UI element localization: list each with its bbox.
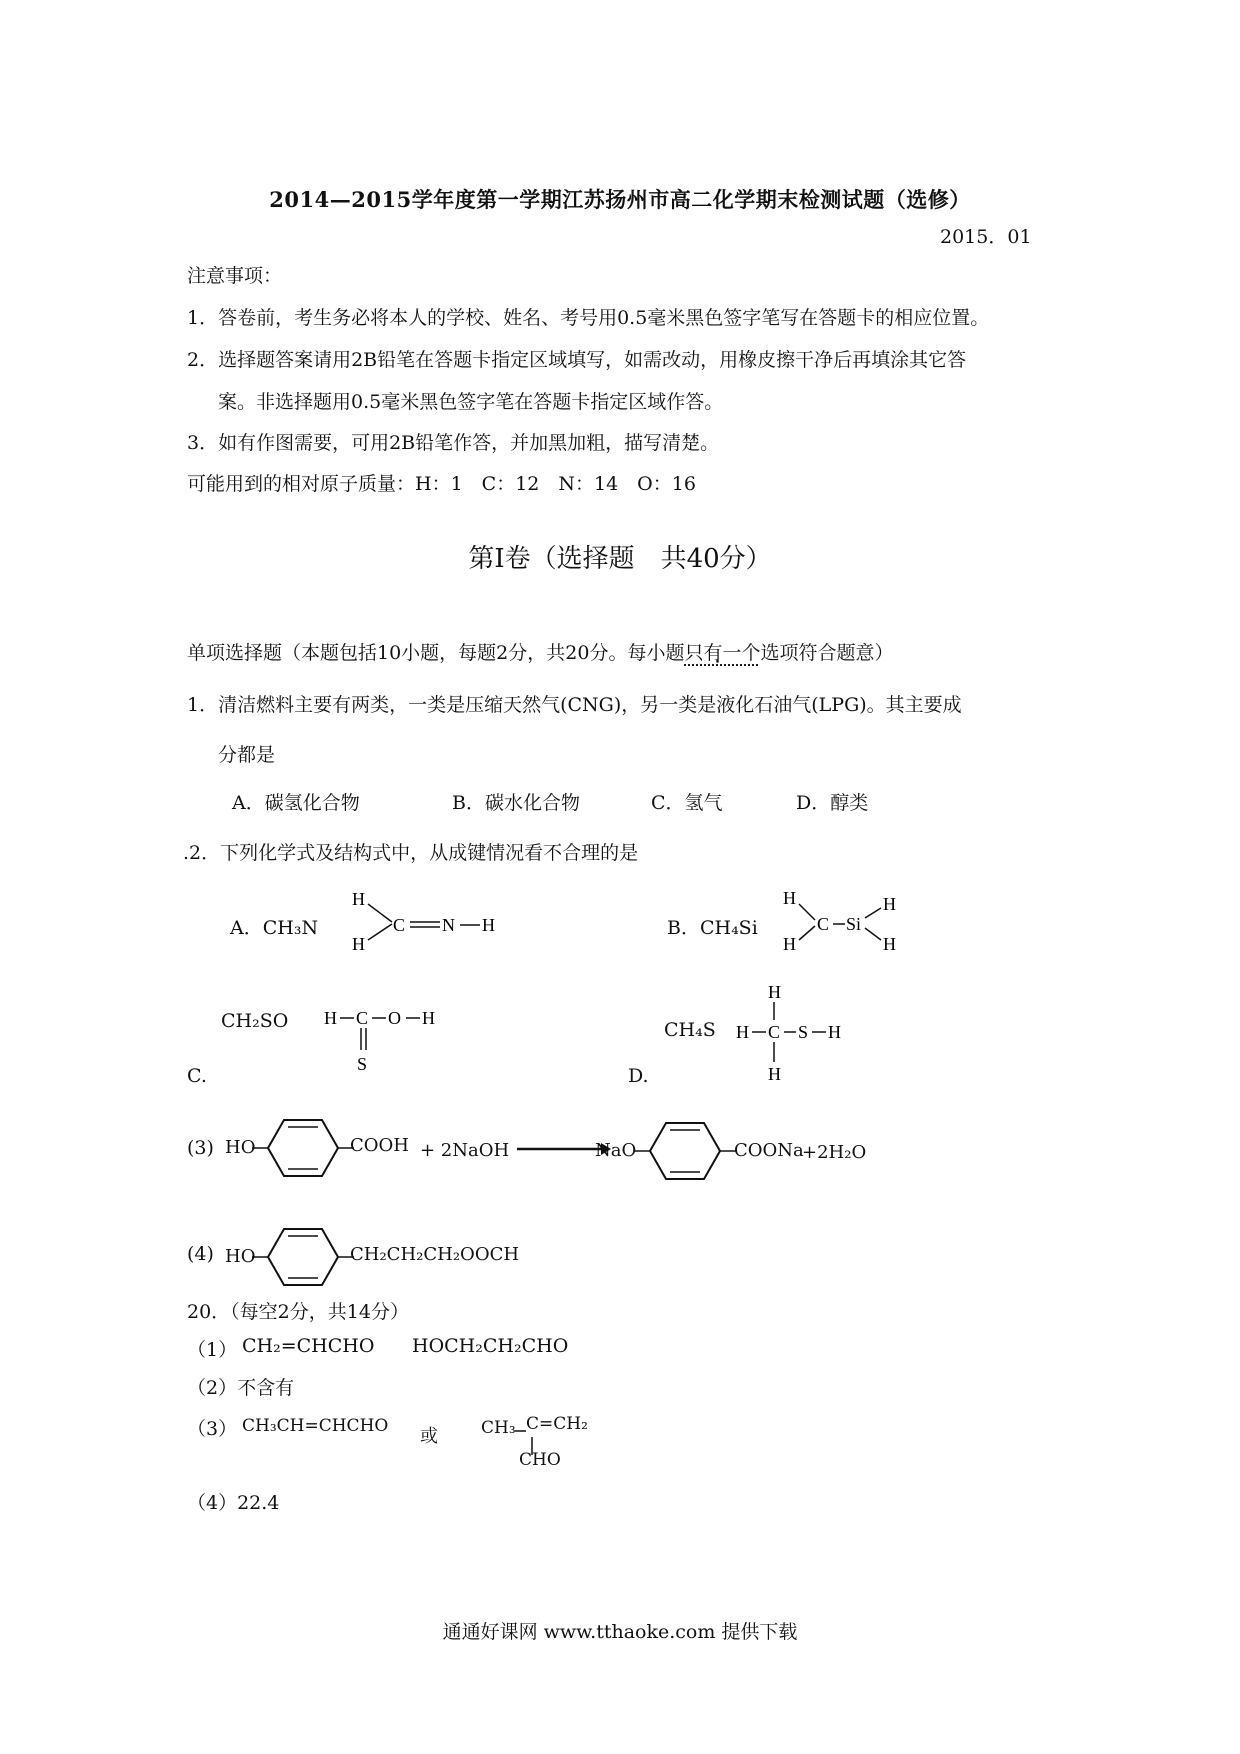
answer-3-left-substituent: HO xyxy=(225,1137,256,1158)
q2-option-c-formula: CH₂SO xyxy=(221,1010,289,1032)
svg-text:C: C xyxy=(393,915,406,935)
svg-text:N: N xyxy=(442,915,455,935)
svg-text:O: O xyxy=(388,1008,401,1028)
svg-text:C: C xyxy=(768,1022,781,1042)
q2-option-a-label: A．CH₃N xyxy=(230,917,319,939)
notice-item: 案。非选择题用0.5毫米黑色签字笔在答题卡指定区域作答。 xyxy=(218,391,724,413)
svg-text:H: H xyxy=(768,982,781,1002)
answer-3-right-substituent: NaO xyxy=(595,1140,637,1161)
q1-option-d: D．醇类 xyxy=(796,792,869,814)
q20-3-answer-b-right: C=CH₂ xyxy=(526,1414,588,1434)
benzene-ring-icon xyxy=(248,1108,358,1188)
intro-prefix: 单项选择题（本题包括10小题，每题2分，共20分。每小题 xyxy=(187,642,685,664)
q20-1-label: （1） xyxy=(187,1339,238,1361)
svg-text:H: H xyxy=(883,894,896,914)
answer-4-label: (4) xyxy=(187,1243,214,1265)
answer-3-product: +2H₂O xyxy=(802,1142,867,1163)
svg-text:H: H xyxy=(883,934,896,954)
q1-option-a: A．碳氢化合物 xyxy=(232,792,360,814)
answer-4-substituent: HO xyxy=(225,1246,256,1267)
exam-title: 2014—2015学年度第一学期江苏扬州市高二化学期末检测试题（选修） xyxy=(269,187,971,212)
svg-text:H: H xyxy=(768,1064,781,1084)
section-title: 第Ⅰ卷（选择题 共40分） xyxy=(468,544,772,574)
intro-dotted-emphasis: 只有一个 xyxy=(684,642,761,664)
q20-3-answer-a: CH₃CH=CHCHO xyxy=(242,1416,389,1436)
q20-3-label: （3） xyxy=(187,1418,238,1440)
svg-text:H: H xyxy=(736,1022,749,1042)
svg-text:C: C xyxy=(817,914,830,934)
svg-text:C: C xyxy=(356,1008,369,1028)
q2-option-d-formula: CH₄S xyxy=(664,1019,716,1041)
svg-text:H: H xyxy=(352,934,365,954)
svg-text:H: H xyxy=(783,934,796,954)
q1-option-b: B．碳水化合物 xyxy=(452,792,580,814)
q2-structure-d xyxy=(732,978,862,1090)
q20-2-answer: （2）不含有 xyxy=(187,1377,295,1399)
benzene-ring-icon xyxy=(248,1217,358,1297)
atomic-mass-line: 可能用到的相对原子质量：H：1 C：12 N：14 O：16 xyxy=(187,473,696,495)
notice-item: 3．如有作图需要，可用2B铅笔作答，并加黑加粗，描写清楚。 xyxy=(187,432,720,454)
q1-option-c: C．氢气 xyxy=(651,792,723,814)
q1-stem-line1: 1．清洁燃料主要有两类，一类是压缩天然气(CNG)，另一类是液化石油气(LPG)。其主要成 xyxy=(187,694,962,716)
footer-credit: 通通好课网 www.tthaoke.com 提供下载 xyxy=(442,1621,798,1643)
q20-1-answer-b: HOCH₂CH₂CHO xyxy=(412,1335,569,1357)
benzene-ring-icon xyxy=(630,1111,740,1191)
intro-suffix: 选项符合题意） xyxy=(760,642,894,664)
q2-stem: .2．下列化学式及结构式中，从成键情况看不合理的是 xyxy=(183,842,639,864)
q2-option-b-label: B．CH₄Si xyxy=(667,917,758,939)
q20-4-answer: （4）22.4 xyxy=(187,1492,280,1514)
svg-text:H: H xyxy=(422,1008,435,1028)
svg-text:H: H xyxy=(482,915,495,935)
notice-heading: 注意事项： xyxy=(187,265,283,287)
q2-structure-c xyxy=(322,996,462,1078)
svg-text:H: H xyxy=(324,1008,337,1028)
q1-stem-line2: 分都是 xyxy=(218,744,276,766)
q2-option-c-label: C. xyxy=(187,1065,207,1087)
answer-4-group: CH₂CH₂CH₂OOCH xyxy=(350,1244,520,1265)
q20-3-answer-b-bottom: CHO xyxy=(519,1450,561,1470)
svg-text:H: H xyxy=(783,888,796,908)
q20-heading: 20．（每空2分，共14分） xyxy=(187,1301,409,1323)
exam-date: 2015．01 xyxy=(940,226,1032,248)
answer-3-label: (3) xyxy=(187,1137,214,1159)
q20-1-answer-a: CH₂=CHCHO xyxy=(242,1335,375,1357)
answer-3-right-group: COONa xyxy=(734,1140,804,1161)
notice-item: 1．答卷前，考生务必将本人的学校、姓名、考号用0.5毫米黑色签字笔写在答题卡的相应位置。 xyxy=(187,307,990,329)
notice-item: 2．选择题答案请用2B铅笔在答题卡指定区域填写，如需改动，用橡皮擦干净后再填涂其它答 xyxy=(187,349,967,371)
q2-option-d-label: D. xyxy=(628,1065,649,1087)
single-choice-intro xyxy=(187,638,893,665)
svg-text:S: S xyxy=(357,1054,368,1074)
q20-3-answer-b-left: CH₃ xyxy=(481,1418,516,1438)
q2-structure-b xyxy=(775,882,915,962)
q2-structure-a xyxy=(340,882,510,962)
svg-text:S: S xyxy=(798,1022,809,1042)
answer-3-reagent: + 2NaOH xyxy=(420,1140,510,1161)
svg-text:H: H xyxy=(352,889,365,909)
svg-text:Si: Si xyxy=(846,914,862,934)
svg-text:H: H xyxy=(828,1022,841,1042)
answer-3-left-group: COOH xyxy=(350,1135,409,1156)
q20-3-or: 或 xyxy=(420,1426,438,1447)
